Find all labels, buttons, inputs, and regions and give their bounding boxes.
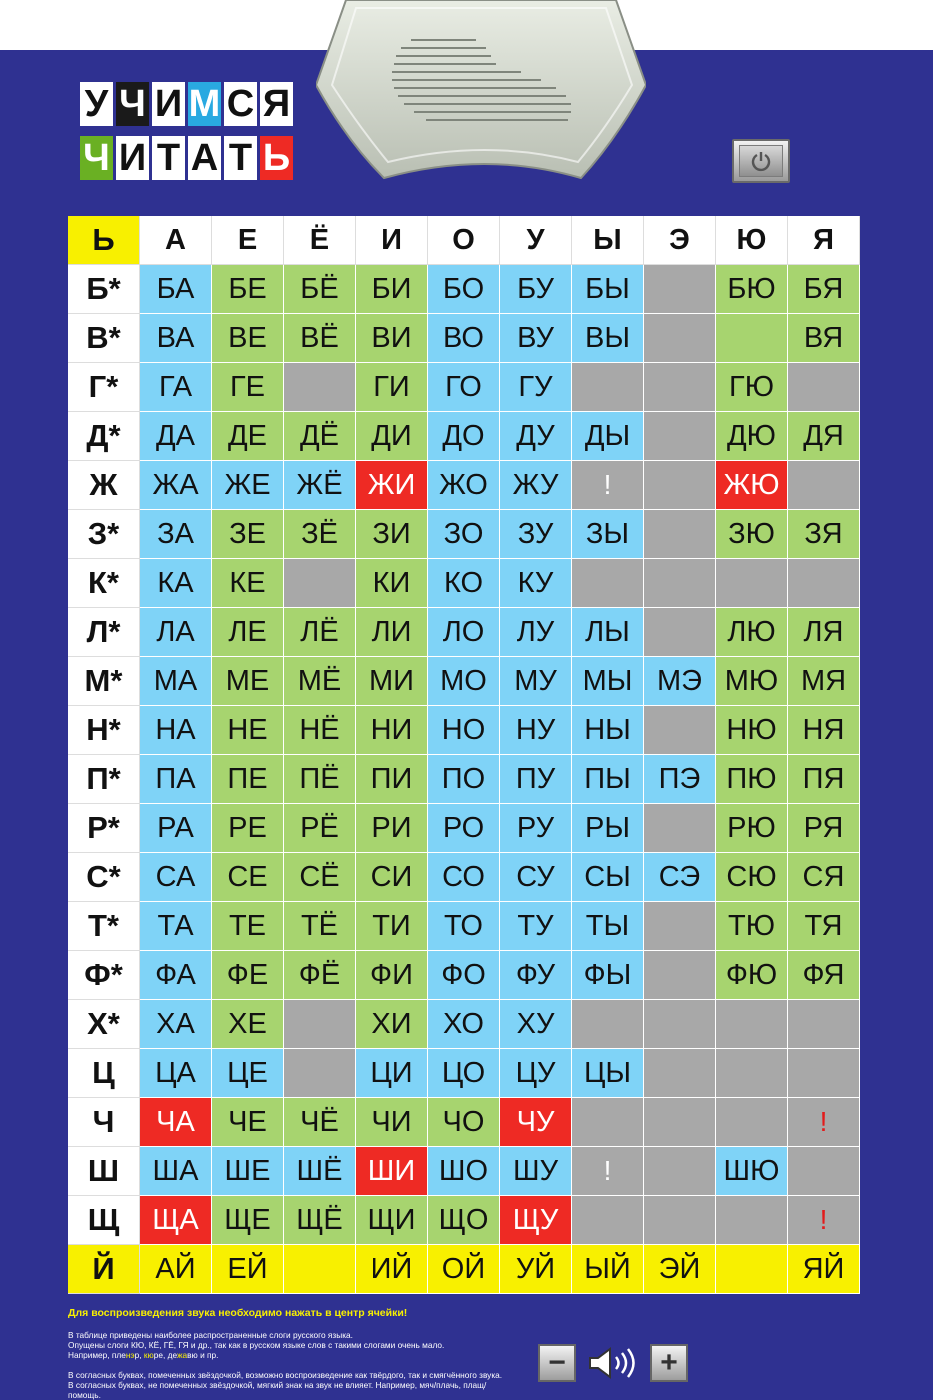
- consonant-cell[interactable]: Р*: [68, 804, 140, 853]
- vowel-header-cell[interactable]: Ё: [284, 216, 356, 265]
- syllable-cell[interactable]: ГЮ: [716, 363, 788, 412]
- syllable-cell[interactable]: ЛЯ: [788, 608, 860, 657]
- syllable-cell[interactable]: ДЁ: [284, 412, 356, 461]
- syllable-cell[interactable]: ЩА: [140, 1196, 212, 1245]
- syllable-cell[interactable]: ЖО: [428, 461, 500, 510]
- empty-cell: [284, 1000, 356, 1049]
- syllable-cell[interactable]: СО: [428, 853, 500, 902]
- consonant-cell[interactable]: Д*: [68, 412, 140, 461]
- empty-cell: [644, 1000, 716, 1049]
- consonant-cell[interactable]: Ц: [68, 1049, 140, 1098]
- syllable-cell[interactable]: ДЯ: [788, 412, 860, 461]
- empty-cell: [284, 363, 356, 412]
- syllable-cell[interactable]: ВЫ: [572, 314, 644, 363]
- consonant-cell[interactable]: В*: [68, 314, 140, 363]
- consonant-cell[interactable]: С*: [68, 853, 140, 902]
- syllable-cell[interactable]: !: [572, 1147, 644, 1196]
- syllable-cell[interactable]: ШИ: [356, 1147, 428, 1196]
- consonant-row: [68, 902, 860, 951]
- power-icon: [750, 150, 772, 172]
- syllable-cell[interactable]: ЛИ: [356, 608, 428, 657]
- vowel-header-cell[interactable]: Ы: [572, 216, 644, 265]
- empty-cell: [716, 1196, 788, 1245]
- syllable-cell[interactable]: РЁ: [284, 804, 356, 853]
- empty-cell: [788, 461, 860, 510]
- vowel-header-cell[interactable]: Э: [644, 216, 716, 265]
- consonant-row: [68, 461, 860, 510]
- syllable-cell[interactable]: МУ: [500, 657, 572, 706]
- consonant-row: [68, 559, 860, 608]
- syllable-cell[interactable]: ДЮ: [716, 412, 788, 461]
- syllable-cell[interactable]: НЁ: [284, 706, 356, 755]
- syllable-cell[interactable]: БЕ: [212, 265, 284, 314]
- syllable-cell[interactable]: ДО: [428, 412, 500, 461]
- syllable-cell[interactable]: РЯ: [788, 804, 860, 853]
- empty-cell: [284, 1049, 356, 1098]
- consonant-row: [68, 412, 860, 461]
- syllable-cell[interactable]: НЯ: [788, 706, 860, 755]
- syllable-cell[interactable]: ТЫ: [572, 902, 644, 951]
- syllable-cell[interactable]: ФИ: [356, 951, 428, 1000]
- syllable-cell[interactable]: ТЕ: [212, 902, 284, 951]
- syllable-cell[interactable]: ВО: [428, 314, 500, 363]
- syllable-cell[interactable]: ПУ: [500, 755, 572, 804]
- empty-cell: [716, 314, 788, 363]
- syllable-cell[interactable]: ЧО: [428, 1098, 500, 1147]
- empty-cell: [644, 510, 716, 559]
- consonant-cell[interactable]: Х*: [68, 1000, 140, 1049]
- syllable-cell[interactable]: ЗЁ: [284, 510, 356, 559]
- vowel-header-cell[interactable]: О: [428, 216, 500, 265]
- syllable-cell[interactable]: СЮ: [716, 853, 788, 902]
- consonant-row: [68, 706, 860, 755]
- consonant-cell[interactable]: Н*: [68, 706, 140, 755]
- empty-cell: [716, 559, 788, 608]
- syllable-cell[interactable]: ФО: [428, 951, 500, 1000]
- syllable-cell[interactable]: ДЫ: [572, 412, 644, 461]
- empty-cell: [716, 1245, 788, 1294]
- syllable-cell[interactable]: ХО: [428, 1000, 500, 1049]
- syllable-cell[interactable]: ЦИ: [356, 1049, 428, 1098]
- syllable-cell[interactable]: ФУ: [500, 951, 572, 1000]
- syllable-cell[interactable]: ЛУ: [500, 608, 572, 657]
- syllable-cell[interactable]: ШЁ: [284, 1147, 356, 1196]
- consonant-cell[interactable]: М*: [68, 657, 140, 706]
- minus-icon: −: [548, 1346, 566, 1379]
- instruction-text: Для воспроизведения звука необходимо нажать в центр ячейки!: [68, 1307, 408, 1319]
- syllable-cell[interactable]: ЦУ: [500, 1049, 572, 1098]
- syllable-cell[interactable]: ПЫ: [572, 755, 644, 804]
- syllable-cell[interactable]: БУ: [500, 265, 572, 314]
- syllable-cell[interactable]: ХА: [140, 1000, 212, 1049]
- empty-cell: [284, 559, 356, 608]
- vowel-header-cell[interactable]: А: [140, 216, 212, 265]
- plus-icon: +: [660, 1346, 678, 1379]
- consonant-row: [68, 1196, 860, 1245]
- syllable-cell[interactable]: МЯ: [788, 657, 860, 706]
- consonant-cell[interactable]: Л*: [68, 608, 140, 657]
- syllable-cell[interactable]: ХЕ: [212, 1000, 284, 1049]
- consonant-cell[interactable]: Й: [68, 1245, 140, 1294]
- syllable-cell[interactable]: РИ: [356, 804, 428, 853]
- syllable-cell[interactable]: ЗУ: [500, 510, 572, 559]
- syllable-cell[interactable]: ЧИ: [356, 1098, 428, 1147]
- title-letter: Я: [260, 82, 293, 126]
- syllable-cell[interactable]: БЁ: [284, 265, 356, 314]
- syllable-cell[interactable]: КО: [428, 559, 500, 608]
- syllable-cell[interactable]: ВЕ: [212, 314, 284, 363]
- title-letter: И: [116, 136, 149, 180]
- syllable-cell[interactable]: ЛЕ: [212, 608, 284, 657]
- empty-cell: [788, 1049, 860, 1098]
- empty-cell: [788, 1147, 860, 1196]
- syllable-cell[interactable]: ДЕ: [212, 412, 284, 461]
- note-common-syllables: В таблице приведены наиболее распространенные слоги русского языка. Опущены слоги КЮ, КЁ, ГЁ, ГЯ и др., так как в русском языке слов с такими слогами очень мало. Например, пленэр, кюре, дежавю и пр.: [68, 1330, 445, 1360]
- title-letter: С: [224, 82, 257, 126]
- syllable-cell[interactable]: !: [788, 1196, 860, 1245]
- empty-cell: [644, 608, 716, 657]
- syllable-cell[interactable]: ГИ: [356, 363, 428, 412]
- syllable-table: [68, 216, 860, 1294]
- empty-cell: [644, 314, 716, 363]
- empty-cell: [788, 1000, 860, 1049]
- consonant-cell[interactable]: Б*: [68, 265, 140, 314]
- syllable-cell[interactable]: ДУ: [500, 412, 572, 461]
- empty-cell: [644, 1049, 716, 1098]
- empty-cell: [644, 265, 716, 314]
- empty-cell: [284, 1245, 356, 1294]
- syllable-cell[interactable]: ЩУ: [500, 1196, 572, 1245]
- empty-cell: [716, 1049, 788, 1098]
- consonant-row: [68, 510, 860, 559]
- syllable-cell[interactable]: ПЕ: [212, 755, 284, 804]
- syllable-cell[interactable]: ЗА: [140, 510, 212, 559]
- syllable-cell[interactable]: ЩИ: [356, 1196, 428, 1245]
- syllable-cell[interactable]: ВА: [140, 314, 212, 363]
- syllable-cell[interactable]: СЭ: [644, 853, 716, 902]
- syllable-cell[interactable]: ША: [140, 1147, 212, 1196]
- corner-cell[interactable]: Ь: [68, 216, 140, 265]
- syllable-cell[interactable]: ГА: [140, 363, 212, 412]
- syllable-cell[interactable]: ПА: [140, 755, 212, 804]
- consonant-cell[interactable]: Т*: [68, 902, 140, 951]
- syllable-cell[interactable]: КИ: [356, 559, 428, 608]
- syllable-cell[interactable]: ШЮ: [716, 1147, 788, 1196]
- syllable-cell[interactable]: ЕЙ: [212, 1245, 284, 1294]
- syllable-cell[interactable]: ТЁ: [284, 902, 356, 951]
- syllable-cell[interactable]: ЖЮ: [716, 461, 788, 510]
- syllable-cell[interactable]: ТУ: [500, 902, 572, 951]
- syllable-cell[interactable]: ДИ: [356, 412, 428, 461]
- syllable-cell[interactable]: КА: [140, 559, 212, 608]
- syllable-cell[interactable]: ПЮ: [716, 755, 788, 804]
- syllable-cell[interactable]: ТА: [140, 902, 212, 951]
- syllable-cell[interactable]: ЦЫ: [572, 1049, 644, 1098]
- syllable-cell[interactable]: ЦЕ: [212, 1049, 284, 1098]
- syllable-cell[interactable]: ЗО: [428, 510, 500, 559]
- empty-cell: [716, 1000, 788, 1049]
- syllable-cell[interactable]: ТЯ: [788, 902, 860, 951]
- syllable-cell[interactable]: ЫЙ: [572, 1245, 644, 1294]
- vowel-header-cell[interactable]: Я: [788, 216, 860, 265]
- syllable-cell[interactable]: СЫ: [572, 853, 644, 902]
- syllable-cell[interactable]: МЭ: [644, 657, 716, 706]
- syllable-cell[interactable]: ПИ: [356, 755, 428, 804]
- consonant-row: [68, 1245, 860, 1294]
- syllable-cell[interactable]: ЧА: [140, 1098, 212, 1147]
- syllable-cell[interactable]: СЕ: [212, 853, 284, 902]
- vowel-header-cell[interactable]: Е: [212, 216, 284, 265]
- title-line-2: [80, 136, 293, 180]
- syllable-cell[interactable]: ЗЫ: [572, 510, 644, 559]
- empty-cell: [788, 559, 860, 608]
- consonant-row: [68, 314, 860, 363]
- syllable-cell[interactable]: РА: [140, 804, 212, 853]
- syllable-cell[interactable]: НЕ: [212, 706, 284, 755]
- syllable-cell[interactable]: НУ: [500, 706, 572, 755]
- syllable-cell[interactable]: ЛЁ: [284, 608, 356, 657]
- power-button[interactable]: [732, 139, 790, 183]
- consonant-cell[interactable]: П*: [68, 755, 140, 804]
- consonant-row: [68, 1147, 860, 1196]
- syllable-cell[interactable]: БА: [140, 265, 212, 314]
- syllable-cell[interactable]: ПО: [428, 755, 500, 804]
- title-letter: М: [188, 83, 221, 125]
- syllable-cell[interactable]: РО: [428, 804, 500, 853]
- syllable-cell[interactable]: МЁ: [284, 657, 356, 706]
- consonant-row: [68, 1049, 860, 1098]
- syllable-cell[interactable]: ЛО: [428, 608, 500, 657]
- syllable-cell[interactable]: ХИ: [356, 1000, 428, 1049]
- syllable-cell[interactable]: НИ: [356, 706, 428, 755]
- speaker-grille-icon: [316, 0, 646, 180]
- syllable-cell[interactable]: ПЭ: [644, 755, 716, 804]
- syllable-cell[interactable]: !: [572, 461, 644, 510]
- consonant-cell[interactable]: Г*: [68, 363, 140, 412]
- empty-cell: [572, 1098, 644, 1147]
- syllable-cell[interactable]: БО: [428, 265, 500, 314]
- syllable-cell[interactable]: СА: [140, 853, 212, 902]
- syllable-cell[interactable]: РУ: [500, 804, 572, 853]
- syllable-cell[interactable]: УЙ: [500, 1245, 572, 1294]
- consonant-row: [68, 1000, 860, 1049]
- empty-cell: [644, 363, 716, 412]
- syllable-cell[interactable]: СЁ: [284, 853, 356, 902]
- consonant-row: [68, 657, 860, 706]
- syllable-cell[interactable]: ОЙ: [428, 1245, 500, 1294]
- volume-up-button[interactable]: [650, 1344, 688, 1382]
- syllable-cell[interactable]: СИ: [356, 853, 428, 902]
- syllable-cell[interactable]: ЗИ: [356, 510, 428, 559]
- syllable-cell[interactable]: ЧУ: [500, 1098, 572, 1147]
- syllable-cell[interactable]: ЖУ: [500, 461, 572, 510]
- syllable-cell[interactable]: КУ: [500, 559, 572, 608]
- syllable-cell[interactable]: ВИ: [356, 314, 428, 363]
- syllable-cell[interactable]: ЯЙ: [788, 1245, 860, 1294]
- consonant-row: [68, 804, 860, 853]
- syllable-cell[interactable]: ПЯ: [788, 755, 860, 804]
- title-letter: И: [152, 82, 185, 126]
- syllable-cell[interactable]: ТИ: [356, 902, 428, 951]
- title-letter: Ч: [80, 136, 113, 180]
- empty-cell: [644, 412, 716, 461]
- syllable-cell[interactable]: ЩЁ: [284, 1196, 356, 1245]
- syllable-cell[interactable]: ИЙ: [356, 1245, 428, 1294]
- title-letter: У: [80, 82, 113, 126]
- syllable-cell[interactable]: МЫ: [572, 657, 644, 706]
- empty-cell: [644, 1196, 716, 1245]
- empty-cell: [644, 559, 716, 608]
- syllable-cell[interactable]: ЩЕ: [212, 1196, 284, 1245]
- syllable-cell[interactable]: БЯ: [788, 265, 860, 314]
- syllable-cell[interactable]: ЧЕ: [212, 1098, 284, 1147]
- title-line-1: [80, 82, 293, 126]
- syllable-cell[interactable]: ЖА: [140, 461, 212, 510]
- syllable-cell[interactable]: !: [788, 1098, 860, 1147]
- syllable-cell[interactable]: БИ: [356, 265, 428, 314]
- syllable-cell[interactable]: ФЁ: [284, 951, 356, 1000]
- speaker-volume-icon: [586, 1346, 642, 1380]
- syllable-cell[interactable]: МЕ: [212, 657, 284, 706]
- syllable-cell[interactable]: ЛА: [140, 608, 212, 657]
- title-letter: Ч: [116, 82, 149, 126]
- consonant-cell[interactable]: Ж: [68, 461, 140, 510]
- vowel-header-cell[interactable]: У: [500, 216, 572, 265]
- syllable-cell[interactable]: КЕ: [212, 559, 284, 608]
- consonant-row: [68, 755, 860, 804]
- syllable-cell[interactable]: ЗЯ: [788, 510, 860, 559]
- empty-cell: [644, 902, 716, 951]
- syllable-cell[interactable]: БЮ: [716, 265, 788, 314]
- syllable-cell[interactable]: ФЕ: [212, 951, 284, 1000]
- consonant-row: [68, 608, 860, 657]
- syllable-cell[interactable]: ШО: [428, 1147, 500, 1196]
- empty-cell: [716, 1098, 788, 1147]
- syllable-cell[interactable]: ТЮ: [716, 902, 788, 951]
- syllable-cell[interactable]: ФЯ: [788, 951, 860, 1000]
- syllable-cell[interactable]: ЛЫ: [572, 608, 644, 657]
- vowel-header-cell[interactable]: Ю: [716, 216, 788, 265]
- syllable-cell[interactable]: НО: [428, 706, 500, 755]
- consonant-row: [68, 363, 860, 412]
- syllable-cell[interactable]: СУ: [500, 853, 572, 902]
- empty-cell: [788, 363, 860, 412]
- syllable-cell[interactable]: ХУ: [500, 1000, 572, 1049]
- syllable-cell[interactable]: ГО: [428, 363, 500, 412]
- empty-cell: [572, 559, 644, 608]
- syllable-cell[interactable]: ЖЁ: [284, 461, 356, 510]
- consonant-row: [68, 853, 860, 902]
- empty-cell: [572, 1196, 644, 1245]
- syllable-cell[interactable]: РЫ: [572, 804, 644, 853]
- syllable-cell[interactable]: ЗЮ: [716, 510, 788, 559]
- syllable-cell[interactable]: МА: [140, 657, 212, 706]
- syllable-cell[interactable]: ВЁ: [284, 314, 356, 363]
- title-letter: Т: [152, 136, 185, 180]
- syllable-cell[interactable]: МО: [428, 657, 500, 706]
- syllable-cell[interactable]: НЫ: [572, 706, 644, 755]
- syllable-cell[interactable]: ЖЕ: [212, 461, 284, 510]
- syllable-cell[interactable]: ФА: [140, 951, 212, 1000]
- consonant-row: [68, 1098, 860, 1147]
- consonant-cell[interactable]: Ф*: [68, 951, 140, 1000]
- syllable-cell[interactable]: НЮ: [716, 706, 788, 755]
- empty-cell: [644, 951, 716, 1000]
- syllable-cell[interactable]: ГЕ: [212, 363, 284, 412]
- empty-cell: [644, 1147, 716, 1196]
- consonant-cell[interactable]: З*: [68, 510, 140, 559]
- consonant-cell[interactable]: Щ: [68, 1196, 140, 1245]
- syllable-cell[interactable]: АЙ: [140, 1245, 212, 1294]
- empty-cell: [644, 804, 716, 853]
- syllable-cell[interactable]: ЖИ: [356, 461, 428, 510]
- syllable-cell[interactable]: ТО: [428, 902, 500, 951]
- syllable-cell[interactable]: МЮ: [716, 657, 788, 706]
- empty-cell: [572, 1000, 644, 1049]
- syllable-cell[interactable]: НА: [140, 706, 212, 755]
- syllable-cell[interactable]: ФЮ: [716, 951, 788, 1000]
- syllable-cell[interactable]: СЯ: [788, 853, 860, 902]
- syllable-cell[interactable]: БЫ: [572, 265, 644, 314]
- consonant-cell[interactable]: Ш: [68, 1147, 140, 1196]
- volume-down-button[interactable]: [538, 1344, 576, 1382]
- syllable-cell[interactable]: ЛЮ: [716, 608, 788, 657]
- syllable-cell[interactable]: ШЕ: [212, 1147, 284, 1196]
- syllable-cell[interactable]: ГУ: [500, 363, 572, 412]
- volume-controls: [536, 1340, 692, 1386]
- syllable-cell[interactable]: РЮ: [716, 804, 788, 853]
- syllable-cell[interactable]: МИ: [356, 657, 428, 706]
- consonant-cell[interactable]: Ч: [68, 1098, 140, 1147]
- consonant-cell[interactable]: К*: [68, 559, 140, 608]
- syllable-cell[interactable]: РЕ: [212, 804, 284, 853]
- syllable-cell[interactable]: ЦО: [428, 1049, 500, 1098]
- vowel-header-cell[interactable]: И: [356, 216, 428, 265]
- empty-cell: [572, 363, 644, 412]
- syllable-cell[interactable]: ВЯ: [788, 314, 860, 363]
- title-letter: Т: [224, 136, 257, 180]
- vowel-header-row: [68, 216, 860, 265]
- empty-cell: [644, 1098, 716, 1147]
- syllable-cell[interactable]: ДА: [140, 412, 212, 461]
- empty-cell: [644, 706, 716, 755]
- consonant-row: [68, 265, 860, 314]
- empty-cell: [644, 461, 716, 510]
- syllable-cell[interactable]: ВУ: [500, 314, 572, 363]
- consonant-row: [68, 951, 860, 1000]
- syllable-cell[interactable]: ЭЙ: [644, 1245, 716, 1294]
- syllable-cell[interactable]: ФЫ: [572, 951, 644, 1000]
- syllable-cell[interactable]: ШУ: [500, 1147, 572, 1196]
- syllable-cell[interactable]: ПЁ: [284, 755, 356, 804]
- title-letter: Ь: [260, 136, 293, 180]
- syllable-cell[interactable]: ЗЕ: [212, 510, 284, 559]
- title-letter: А: [188, 136, 221, 180]
- syllable-cell[interactable]: ЧЁ: [284, 1098, 356, 1147]
- syllable-cell[interactable]: ЦА: [140, 1049, 212, 1098]
- note-asterisk: В согласных буквах, помеченных звёздочкой, возможно воспроизведение как твёрдого, так и смягчённого звука. В согласных буквах, не помеченных звёздочкой, мягкий знак на звук не влияет. Например, мяч/плачь, плащ/помощь.: [68, 1370, 503, 1400]
- syllable-cell[interactable]: ЩО: [428, 1196, 500, 1245]
